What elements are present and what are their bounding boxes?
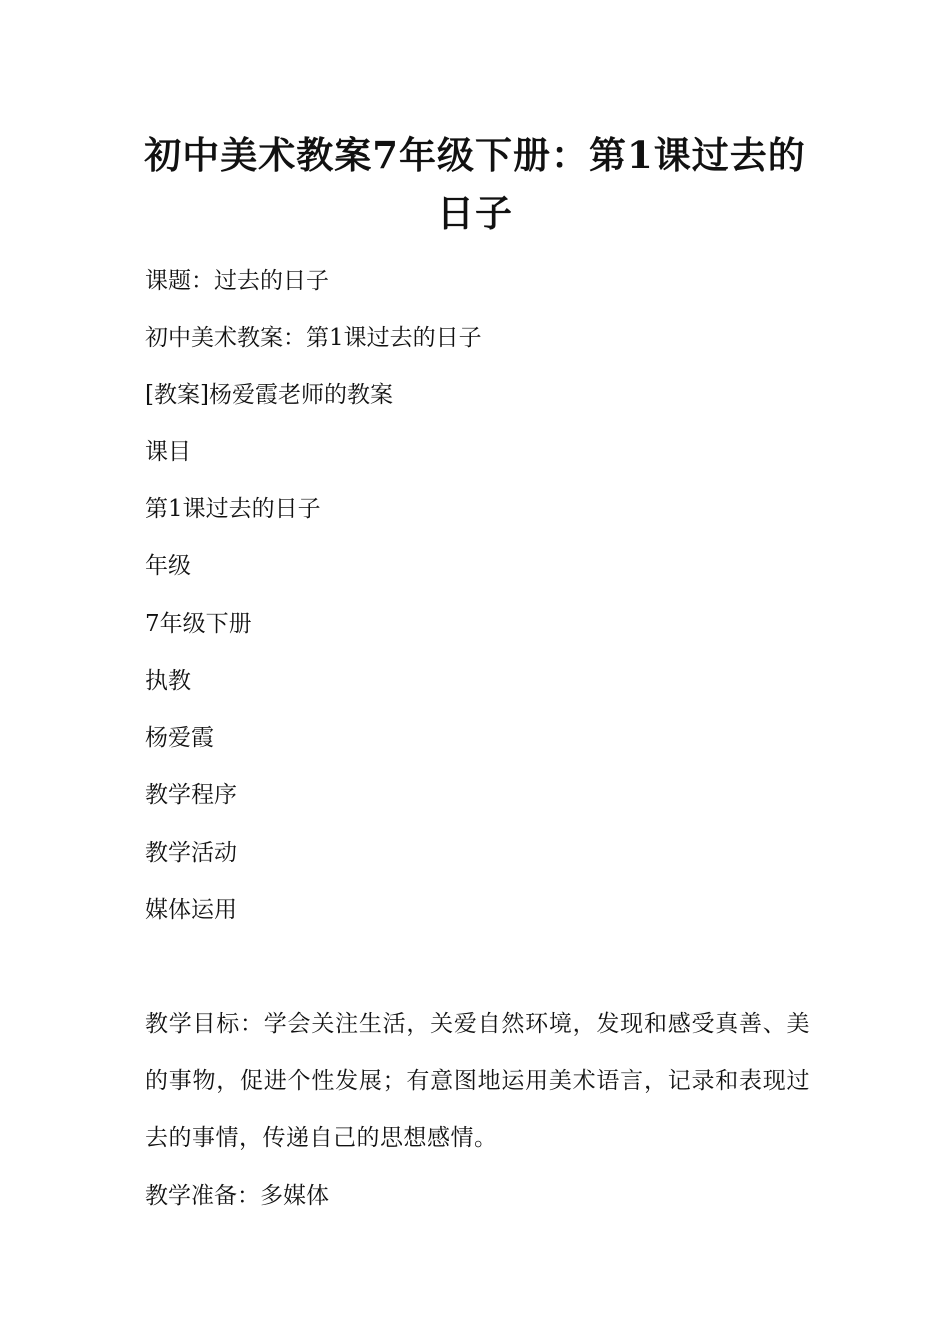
grade-value-line: 7年级下册 xyxy=(145,611,252,637)
teacher-value-line: 杨爱霞 xyxy=(145,725,214,751)
document-title: 初中美术教案7年级下册：第1课过去的日子 xyxy=(144,133,806,235)
subject-label-line: 课目 xyxy=(145,439,191,465)
lesson-topic-line: 课题：过去的日子 xyxy=(145,268,329,294)
activity-label-line: 教学活动 xyxy=(145,840,237,866)
teaching-preparation-line: 教学准备：多媒体 xyxy=(145,1183,329,1209)
procedure-label-line: 教学程序 xyxy=(145,782,237,808)
teacher-plan-line: [教案]杨爱霞老师的教案 xyxy=(145,382,393,408)
media-label-line: 媒体运用 xyxy=(145,897,237,923)
lesson-plan-subtitle-line: 初中美术教案：第1课过去的日子 xyxy=(145,325,482,351)
grade-label-line: 年级 xyxy=(145,553,191,579)
teacher-label-line: 执教 xyxy=(145,668,191,694)
subject-value-line: 第1课过去的日子 xyxy=(145,496,321,522)
teaching-objective-paragraph: 教学目标：学会关注生活，关爱自然环境，发现和感受真善、美的事物，促进个性发展；有意图地运用美术语言，记录和表现过去的事情，传递自己的思想感情。 xyxy=(145,1011,810,1151)
